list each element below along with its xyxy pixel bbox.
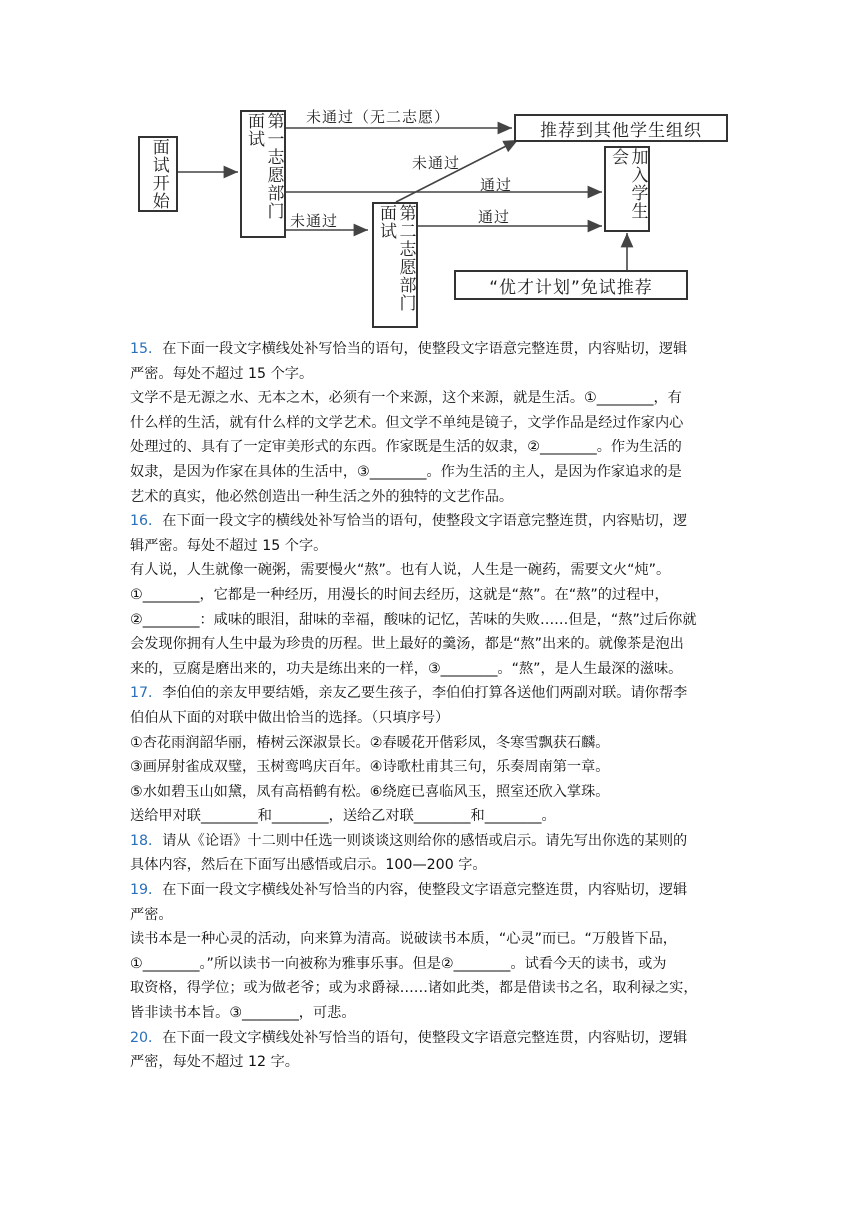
question-text: 伯伯从下面的对联中做出恰当的选择。（只填序号） xyxy=(130,709,450,726)
question-text: ⑤水如碧玉山如黛，凤有高梧鹤有松。⑥绕庭已喜临风玉，照室还欣入掌珠。 xyxy=(130,783,610,800)
question-text-line xyxy=(130,755,742,780)
question-text: 读书本是一种心灵的活动，向来算为清高。说破读书本质，“心灵”而已。“万般皆下品， xyxy=(130,931,677,948)
question-block xyxy=(130,829,742,878)
question-text: 在下面一段文字横线处补写恰当的语句，使整段文字语意完整连贯，内容贴切，逻辑 xyxy=(162,1029,688,1046)
box-join-student-union: 加入学生会 xyxy=(604,146,650,232)
question-text-line xyxy=(130,976,742,1001)
question-text-line xyxy=(130,460,742,485)
question-number: 16． xyxy=(130,513,163,530)
label-fail-first: 未通过 xyxy=(290,212,339,230)
question-text: 有人说，人生就像一碗粥，需要慢火“熬”。也有人说，人生是一碗药，需要文火“炖”。 xyxy=(130,562,671,579)
question-block xyxy=(130,681,742,829)
question-text: ①杏花雨润韶华丽，椿树云深淑景长。②春暖花开偕彩凤，冬寒雪飘获石麟。 xyxy=(130,734,610,751)
box-first-choice-interview: 第一志愿部门面试 xyxy=(240,110,286,238)
question-text: ③画屏射雀成双璧，玉树鸾鸣庆百年。④诗歌杜甫其三句，乐奏周南第一章。 xyxy=(130,759,610,776)
question-first-line xyxy=(130,509,742,534)
question-text: 辑严密。每处不超过 15 个字。 xyxy=(130,537,328,554)
question-text: 奴隶，是因为作家在具体的生活中，③________。作为生活的主人，是因为作家追求的是 xyxy=(130,463,682,480)
question-text: 李伯伯的亲友甲要结婚，亲友乙要生孩子，李伯伯打算各送他们两副对联。请你帮李 xyxy=(162,685,688,702)
question-text-line xyxy=(130,903,742,928)
question-text-line xyxy=(130,435,742,460)
question-text-line xyxy=(130,608,742,633)
question-text: ①________。”所以读书一向被称为雅事乐事。但是②________。试看今天的读书，或为 xyxy=(130,955,667,972)
question-text-line xyxy=(130,927,742,952)
question-text: 在下面一段文字横线处补写恰当的语句，使整段文字语意完整连贯，内容贴切，逻辑 xyxy=(162,341,688,357)
question-text-line xyxy=(130,657,742,682)
question-text: 取资格，得学位；或为做老爷；或为求爵禄……诸如此类，都是借读书之名，取利禄之实， xyxy=(130,980,698,997)
label-fail-second: 未通过 xyxy=(412,154,461,172)
question-text-line xyxy=(130,853,742,878)
question-first-line xyxy=(130,878,742,903)
question-text: 请从《论语》十二则中任选一则谈谈这则给你的感悟或启示。请先写出你选的某则的 xyxy=(162,832,688,849)
question-first-line xyxy=(130,829,742,854)
question-number: 17． xyxy=(130,685,163,702)
question-number: 15． xyxy=(130,341,163,357)
label-pass-first: 通过 xyxy=(480,176,513,194)
question-text-line xyxy=(130,804,742,829)
question-text-line xyxy=(130,1050,742,1075)
question-text: 严密。 xyxy=(130,906,173,923)
question-text-line xyxy=(130,1001,742,1026)
label-pass-second: 通过 xyxy=(478,208,511,226)
question-text: ②________：咸味的眼泪，甜味的幸福，酸味的记忆，苦味的失败……但是，“熬”过后你就 xyxy=(130,611,697,628)
question-first-line xyxy=(130,681,742,706)
question-block xyxy=(130,337,742,509)
question-text: 皆非读书本旨。③________，可悲。 xyxy=(130,1005,356,1022)
question-text-line xyxy=(130,362,742,387)
question-number: 19． xyxy=(130,882,163,899)
question-block xyxy=(130,509,742,681)
question-text-line xyxy=(130,780,742,805)
question-text: 在下面一段文字的横线处补写恰当的语句，使整段文字语意完整连贯，内容贴切，逻 xyxy=(162,513,688,530)
question-number: 20． xyxy=(130,1029,163,1046)
question-text-line xyxy=(130,534,742,559)
question-text: 来的，豆腐是磨出来的，功夫是练出来的一样，③________。“熬”，是人生最深的滋味。 xyxy=(130,660,683,677)
question-text: 在下面一段文字横线处补写恰当的内容，使整段文字语意完整连贯，内容贴切，逻辑 xyxy=(162,882,688,899)
question-block xyxy=(130,878,742,1026)
box-talent-plan: “优才计划”免试推荐 xyxy=(454,270,688,300)
question-text-line xyxy=(130,411,742,436)
box-second-choice-interview: 第二志愿部门面试 xyxy=(372,202,418,328)
question-text-line xyxy=(130,485,742,510)
question-text: 严密，每处不超过 12 字。 xyxy=(130,1054,299,1071)
question-text: 会发现你拥有人生中最为珍贵的历程。世上最好的羹汤，都是“熬”出来的。就像茶是泡出 xyxy=(130,636,684,653)
question-text: 艺术的真实，他必然创造出一种生活之外的独特的文艺作品。 xyxy=(130,488,514,505)
question-first-line xyxy=(130,1026,742,1051)
box-recommend-other-org: 推荐到其他学生组织 xyxy=(514,114,728,142)
questions-body xyxy=(130,337,742,1075)
label-fail-no-second-choice: 未通过（无二志愿） xyxy=(306,108,451,126)
question-text-line xyxy=(130,583,742,608)
question-text-line xyxy=(130,706,742,731)
question-text-line xyxy=(130,632,742,657)
question-first-line xyxy=(130,337,742,362)
flowchart xyxy=(0,0,860,340)
question-block xyxy=(130,1026,742,1075)
question-text: ①________，它都是一种经历，用漫长的时间去经历，这就是“熬”。在“熬”的过程中， xyxy=(130,586,669,603)
question-number: 18． xyxy=(130,832,163,849)
question-text: 什么样的生活，就有什么样的文学艺术。但文学不单纯是镜子，文学作品是经过作家内心 xyxy=(130,414,684,431)
question-text: 具体内容，然后在下面写出感悟或启示。100—200 字。 xyxy=(130,857,487,874)
question-text-line xyxy=(130,558,742,583)
question-text: 文学不是无源之水、无本之木，必须有一个来源，这个来源，就是生活。①________，有 xyxy=(130,390,682,407)
question-text-line xyxy=(130,731,742,756)
question-text-line xyxy=(130,386,742,411)
question-text: 严密。每处不超过 15 个字。 xyxy=(130,365,314,382)
box-interview-start: 面试开始 xyxy=(138,136,178,212)
question-text-line xyxy=(130,952,742,977)
question-text: 处理过的、具有了一定审美形式的东西。作家既是生活的奴隶，②________。作为生活的 xyxy=(130,439,682,456)
question-text: 送给甲对联________和________，送给乙对联________和________。 xyxy=(130,808,556,825)
